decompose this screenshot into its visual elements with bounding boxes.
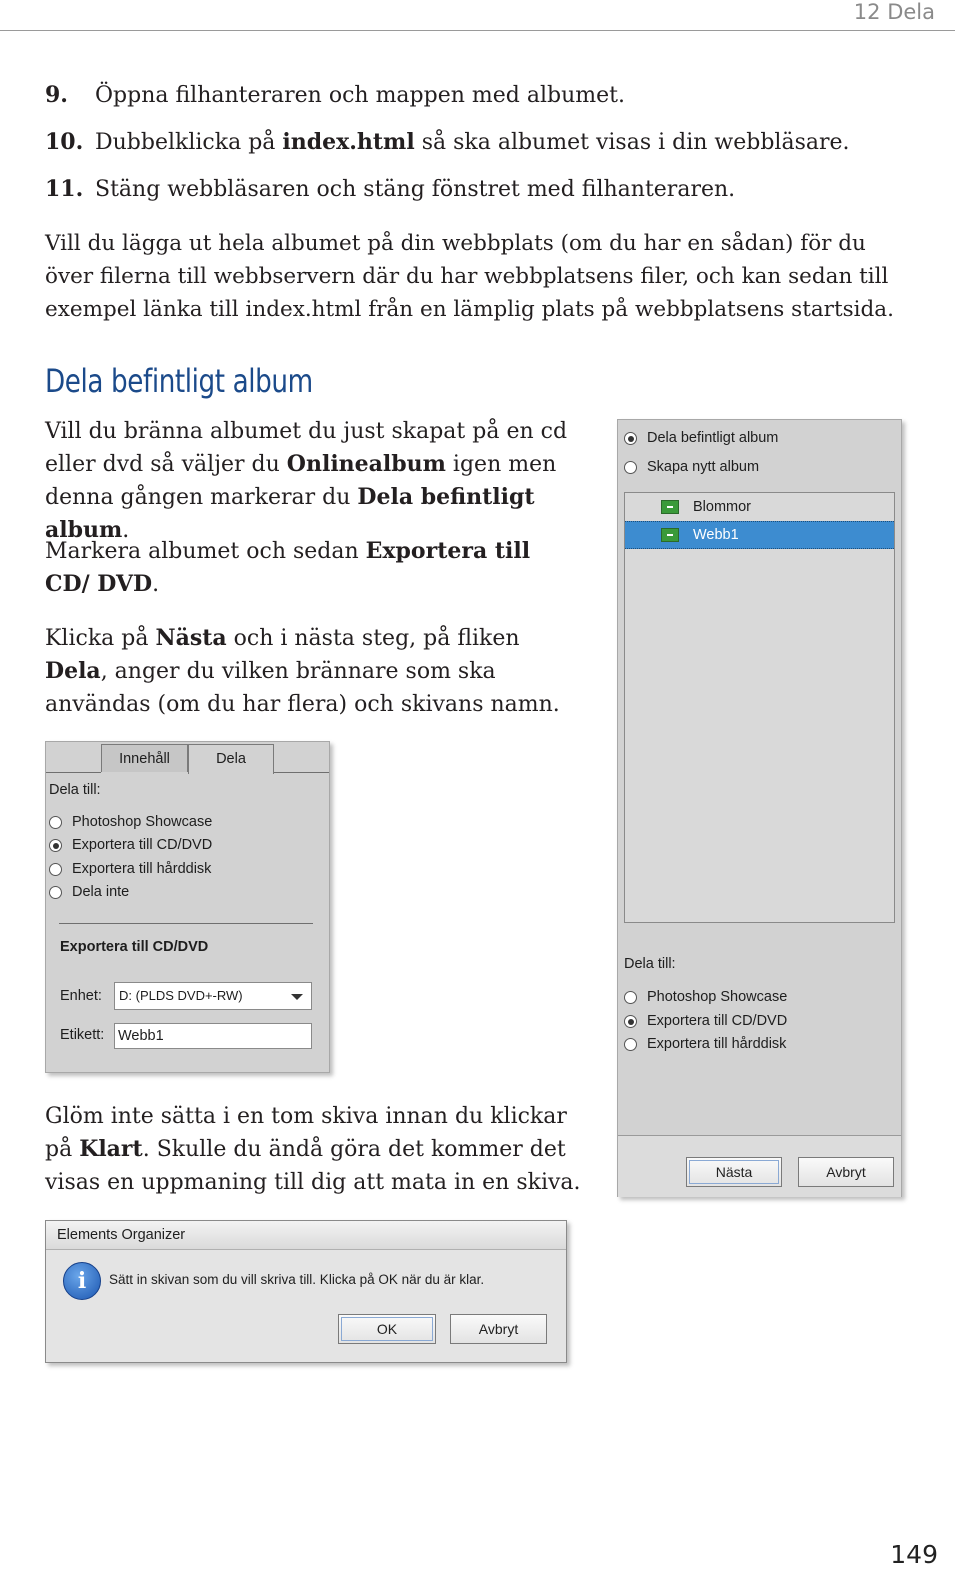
text: igen men denna gången markerar du [45, 452, 557, 510]
dialog-title: Elements Organizer [57, 1227, 186, 1243]
dialog-title-bar [46, 1221, 566, 1250]
album-name: Blommor [693, 499, 752, 515]
tab-share[interactable] [188, 744, 274, 774]
cancel-button[interactable]: Avbryt [450, 1314, 547, 1344]
step-text-post: så ska albumet visas i din webbläsare. [414, 130, 850, 155]
radio-button[interactable] [624, 1015, 637, 1028]
step-text-bold: index.html [282, 129, 415, 155]
paragraph-2 [45, 535, 565, 601]
cancel-button[interactable]: Avbryt [798, 1157, 894, 1187]
text: . [152, 572, 160, 597]
step-text-pre: Dubbelklicka på [95, 130, 283, 155]
device-select[interactable] [114, 982, 312, 1010]
album-list [624, 492, 895, 923]
bold-text: Dela [45, 658, 101, 684]
tab-line [274, 772, 329, 773]
text: Klicka på [45, 626, 156, 651]
radio-button[interactable] [49, 886, 62, 899]
share-panel [45, 741, 330, 1073]
ok-button[interactable]: OK [338, 1314, 436, 1344]
paragraph-4 [45, 1100, 600, 1199]
option-label: Dela inte [72, 884, 130, 900]
share-option-cd-dvd[interactable] [49, 837, 212, 853]
album-item-blommor[interactable] [625, 493, 894, 521]
share-option-cd-dvd[interactable] [624, 1013, 787, 1029]
alert-dialog [45, 1220, 567, 1363]
dialog-message: Sätt in skivan som du vill skriva till. Klicka på OK när du är klar. [109, 1272, 485, 1287]
text: Markera albumet och sedan [45, 539, 366, 564]
bold-text: Nästa [155, 625, 227, 651]
bold-text: Klart [79, 1136, 143, 1162]
step-10 [45, 127, 850, 158]
intro-paragraph: Vill du lägga ut hela albumet på din webbplats (om du har en sådan) för du över filerna till webbservern där du har webbplatsens filer, och kan sedan till exempel länka till index.html från en lämplig plats på webbplatsens startsida. [45, 231, 894, 322]
step-text: Öppna filhanteraren och mappen med albumet. [95, 83, 625, 108]
step-11 [45, 174, 735, 205]
bold-text: Exportera till CD/ DVD [45, 538, 531, 597]
bold-text: Onlinealbum [286, 451, 446, 477]
share-option-showcase[interactable] [49, 814, 212, 830]
text: . Skulle du ändå göra det kommer det visas en uppmaning till dig att mata in en skiva. [45, 1137, 581, 1195]
share-option-showcase[interactable] [624, 989, 787, 1005]
text: och i nästa steg, på fliken [226, 626, 520, 651]
radio-create-new[interactable] [624, 459, 759, 475]
text: , anger du vilken brännare som ska användas (om du har flera) och skivans namn. [45, 659, 560, 717]
share-option-none[interactable] [49, 884, 129, 900]
album-item-webb1[interactable] [625, 521, 894, 549]
export-heading: Exportera till CD/DVD [60, 939, 209, 955]
option-label: Exportera till CD/DVD [72, 837, 213, 853]
option-label: Exportera till hårddisk [647, 1036, 787, 1052]
info-icon: i [63, 1262, 101, 1300]
running-head: 12 Dela [853, 0, 935, 24]
share-option-harddisk[interactable] [624, 1036, 786, 1052]
chevron-down-icon[interactable] [291, 994, 303, 1000]
tab-contents[interactable] [101, 744, 188, 772]
disc-label-label: Etikett: [60, 1027, 105, 1043]
device-label: Enhet: [60, 988, 102, 1004]
radio-button[interactable] [49, 839, 62, 852]
album-icon [661, 500, 679, 514]
text: Glöm inte sätta i en tom skiva innan du klickar på [45, 1104, 567, 1162]
radio-button[interactable] [624, 461, 637, 474]
radio-button[interactable] [49, 816, 62, 829]
disc-label-input[interactable]: Webb1 [114, 1023, 312, 1049]
tab-label: Dela [216, 751, 246, 767]
text: Vill du bränna albumet du just skapat på en cd eller dvd så väljer du [45, 419, 568, 477]
option-label: Exportera till hårddisk [72, 861, 212, 877]
radio-button[interactable] [624, 991, 637, 1004]
album-panel [617, 419, 902, 1197]
option-label: Photoshop Showcase [647, 989, 788, 1005]
album-name: Webb1 [693, 527, 739, 543]
step-number: 9. [45, 82, 68, 108]
section-heading: Dela befintligt album [45, 362, 313, 400]
tab-line [46, 772, 101, 773]
step-number: 11. [45, 176, 84, 202]
share-to-label: Dela till: [624, 956, 676, 972]
header-rule [0, 30, 955, 31]
step-number: 10. [45, 129, 84, 155]
radio-button[interactable] [624, 432, 637, 445]
divider [59, 923, 313, 924]
radio-button[interactable] [624, 1038, 637, 1051]
next-button[interactable]: Nästa [686, 1157, 782, 1187]
paragraph-1 [45, 415, 600, 547]
tab-label: Innehåll [119, 751, 170, 767]
page-number: 149 [890, 1540, 938, 1569]
option-label: Exportera till CD/DVD [647, 1013, 788, 1029]
step-9 [45, 80, 625, 111]
bold-text: Dela befintligt album [45, 484, 535, 543]
step-text: Stäng webbläsaren och stäng fönstret med filhanteraren. [95, 177, 736, 202]
option-label: Dela befintligt album [647, 430, 779, 446]
paragraph-3 [45, 622, 565, 721]
radio-share-existing[interactable] [624, 430, 778, 446]
device-value: D: (PLDS DVD+-RW) [119, 988, 243, 1003]
share-option-harddisk[interactable] [49, 861, 211, 877]
radio-button[interactable] [49, 863, 62, 876]
button-bar [618, 1135, 901, 1197]
option-label: Photoshop Showcase [72, 814, 213, 830]
text: . [122, 518, 130, 543]
option-label: Skapa nytt album [647, 459, 760, 475]
share-to-label: Dela till: [49, 782, 101, 798]
album-icon [661, 528, 679, 542]
